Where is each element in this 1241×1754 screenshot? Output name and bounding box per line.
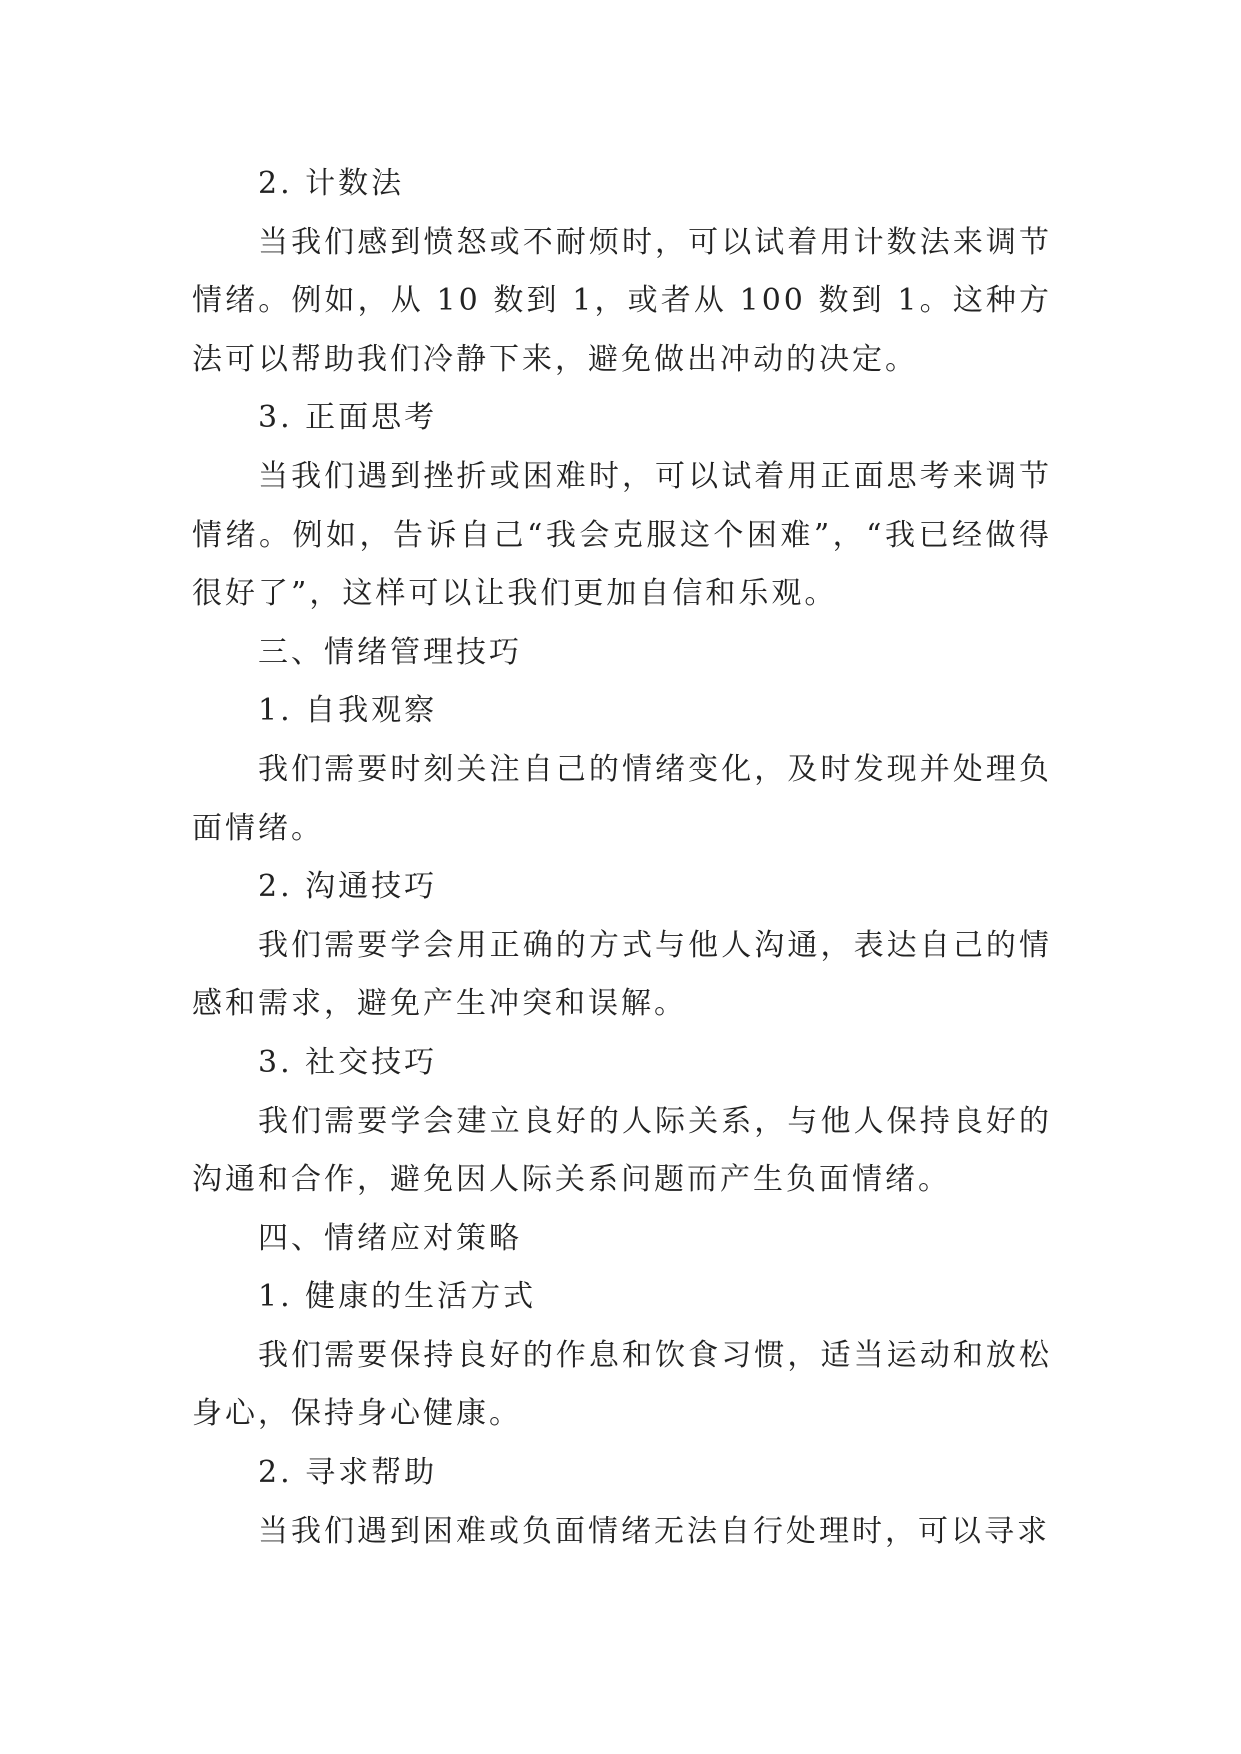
- heading-healthy-lifestyle: 1. 健康的生活方式: [258, 1279, 537, 1315]
- document-body: [192, 155, 1052, 1561]
- heading-counting-method: 2. 计数法: [258, 166, 405, 201]
- heading-social-skills: 3. 社交技巧: [258, 1044, 438, 1080]
- paragraph-seek-help: 当我们遇到困难或负面情绪无法自行处理时，可以寻求: [258, 1513, 1050, 1549]
- paragraph-counting-method: 当我们感到愤怒或不耐烦时，可以试着用计数法来调节情绪。例如，从 10 数到 1，或者从 100 数到 1。这种方法可以帮助我们冷静下来，避免做出冲动的决定。: [192, 224, 1052, 377]
- heading-seek-help: 2. 寻求帮助: [258, 1455, 438, 1491]
- section-heading-emotion-coping-strategies: 四、情绪应对策略: [258, 1220, 522, 1256]
- section-heading-emotion-management-skills: 三、情绪管理技巧: [258, 634, 522, 670]
- paragraph-social-skills: 我们需要学会建立良好的人际关系，与他人保持良好的沟通和合作，避免因人际关系问题而产生负面情绪。: [192, 1103, 1052, 1198]
- paragraph-positive-thinking: 当我们遇到挫折或困难时，可以试着用正面思考来调节情绪。例如，告诉自己“我会克服这个困难”，“我已经做得很好了”，这样可以让我们更加自信和乐观。: [192, 458, 1052, 612]
- heading-self-observation: 1. 自我观察: [258, 693, 438, 729]
- paragraph-communication-skills: 我们需要学会用正确的方式与他人沟通，表达自己的情感和需求，避免产生冲突和误解。: [192, 927, 1052, 1022]
- heading-positive-thinking: 3. 正面思考: [258, 400, 438, 436]
- heading-communication-skills: 2. 沟通技巧: [258, 869, 438, 905]
- paragraph-self-observation: 我们需要时刻关注自己的情绪变化，及时发现并处理负面情绪。: [192, 751, 1052, 846]
- paragraph-healthy-lifestyle: 我们需要保持良好的作息和饮食习惯，适当运动和放松身心，保持身心健康。: [192, 1337, 1052, 1432]
